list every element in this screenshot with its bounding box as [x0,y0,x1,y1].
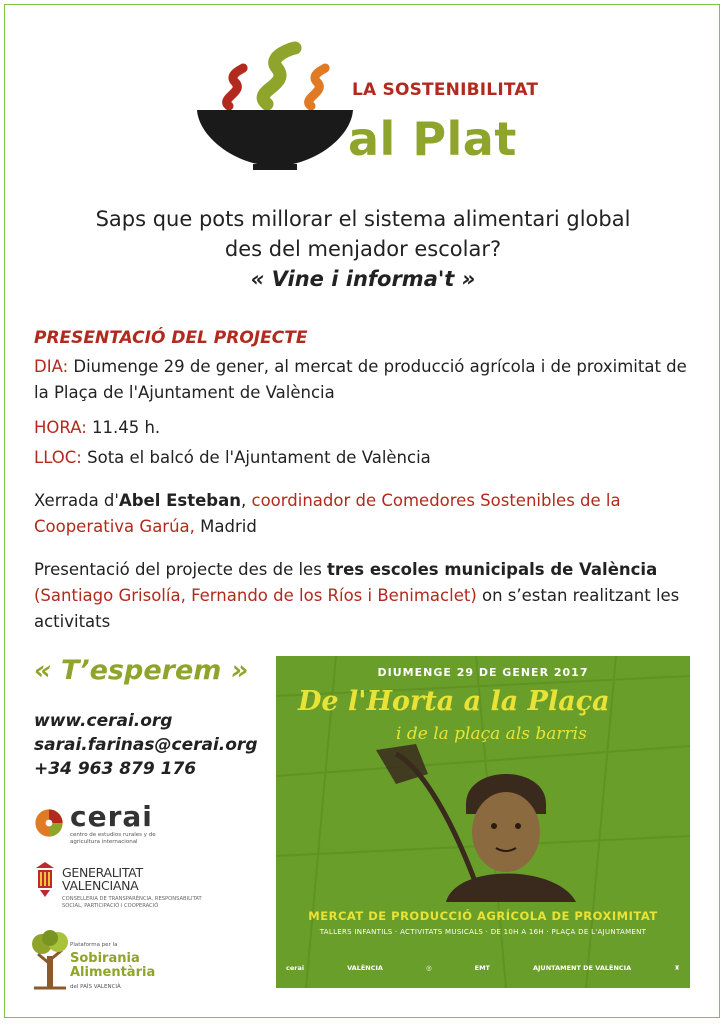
xerrada-pre: Xerrada d' [34,491,119,510]
presentacio-bold: tres escoles municipals de València [327,560,658,579]
poster-date: DIUMENGE 29 DE GENER 2017 [377,666,589,679]
intro-line1: Saps que pots millorar el sistema alimentari global [95,207,631,231]
poster-mercat: MERCAT DE PRODUCCIÓ AGRÍCOLA DE PROXIMITAT [308,909,658,923]
poster-logo-circle-icon: ◎ [425,964,432,972]
farmer-woman-illustration [356,744,616,902]
dia-label: DIA: [34,357,69,376]
poster-logo-ajuntament: AJUNTAMENT DE VALÈNCIA [532,964,632,972]
cerai-logo-subtitle: centro de estudios rurales y de agricultura internacional [70,832,156,845]
intro-text [0,204,726,294]
sobirania-line2: Alimentària [70,965,156,980]
xerrada-place: Madrid [194,517,257,536]
poster-tallers: TALLERS INFANTILS · ACTIVITATS MUSICALS · DE 10H A 16H · PLAÇA DE L'AJUNTAMENT [319,928,647,936]
poster-logo-emt: EMT [474,964,490,972]
contact-block [34,709,257,781]
lloc-paragraph [34,445,704,471]
poster-logo-cerai: cerai [286,964,305,972]
generalitat-bat-icon [34,862,56,898]
sobirania-line1: Sobirania [70,951,140,966]
intro-line3: « Vine i informa't » [250,267,476,291]
poster-logo-valencia: VALÈNCIA [347,964,383,972]
dia-paragraph [34,354,704,406]
generalitat-subtitle: CONSELLERIA DE TRANSPARÈNCIA, RESPONSABILITAT SOCIAL, PARTICIPACIÓ I COOPERACIÓ [62,896,202,909]
tesperem-heading: « T’esperem » [34,655,249,686]
sobirania-logo-text [70,938,155,994]
generalitat-name-line1: GENERALITAT [62,865,143,880]
lloc-label: LLOC: [34,448,82,467]
poster-subtitle: i de la plaça als barris [396,724,587,744]
dia-value: Diumenge 29 de gener, al mercat de producció agrícola i de proximitat de la Plaça de l'Ajuntament de València [34,357,687,402]
presentacio-schools: (Santiago Grisolía, Fernando de los Ríos i Benimaclet) [34,586,477,605]
hora-paragraph [34,415,704,441]
generalitat-name-line2: VALENCIANA [62,878,139,893]
contact-email-link[interactable]: sarai.farinas@cerai.org [34,735,258,755]
presentacio-post: on s’estan realitzant les activitats [34,586,680,631]
poster-logo-row [286,958,680,978]
event-poster [276,656,690,988]
tree-icon [30,930,70,992]
section-title: PRESENTACIÓ DEL PROJECTE [34,328,308,348]
presentacio-pre: Presentació del projecte des de les [34,560,328,579]
sobirania-small-line1: Plataforma per la [70,942,118,948]
xerrada-paragraph [34,488,704,540]
hora-label: HORA: [34,418,87,437]
xerrada-comma: , [241,491,252,510]
generalitat-name [62,866,143,892]
sobirania-small-line2: del PAÍS VALENCIÀ [70,984,121,990]
speaker-name: Abel Esteban [118,491,241,510]
lloc-value: Sota el balcó de l'Ajuntament de València [81,448,431,467]
poster-logo-crest-icon: ♜ [674,964,680,972]
contact-phone: +34 963 879 176 [34,759,197,779]
cerai-logo-icon [32,806,66,840]
hora-value: 11.45 h. [86,418,161,437]
presentacio-paragraph [34,557,704,635]
contact-web-link[interactable]: www.cerai.org [34,711,173,731]
logo-line2: al Plat [348,112,517,166]
poster-title: De l'Horta a la Plaça [298,686,610,717]
logo-line1: LA SOSTENIBILITAT [352,80,539,100]
intro-line2: des del menjador escolar? [224,237,502,261]
cerai-logo-text: cerai [70,800,153,833]
speaker-role: coordinador de Comedores Sostenibles de la Cooperativa Garúa, [34,491,621,536]
